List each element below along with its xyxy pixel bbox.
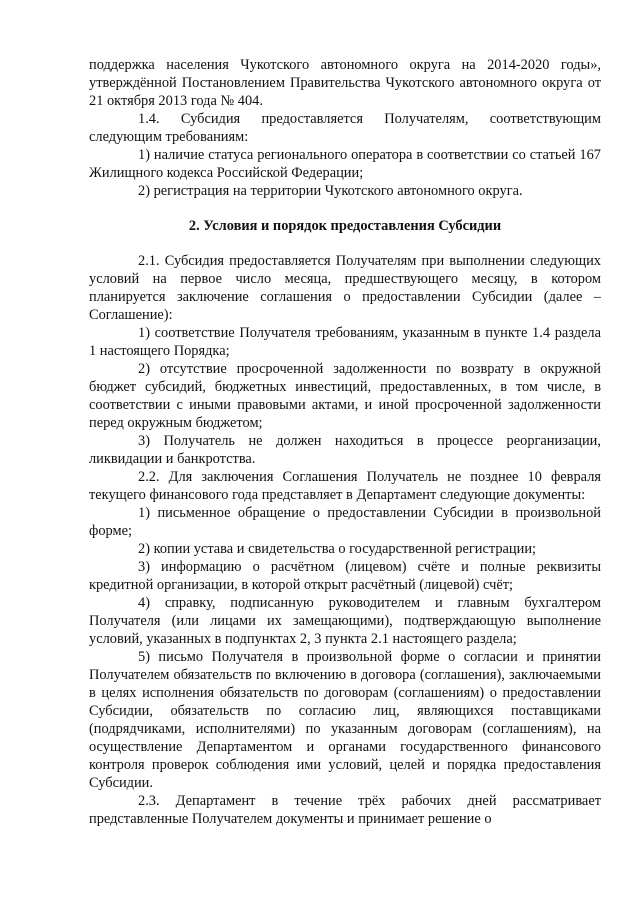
paragraph: 1.4. Субсидия предоставляется Получателям, соответствующим следующим требованиям: <box>89 111 601 145</box>
paragraph: 2) регистрация на территории Чукотского автономного округа. <box>138 183 523 199</box>
paragraph: 3) информацию о расчётном (лицевом) счёте и полные реквизиты кредитной организации, в которой открыт расчётный (лицевой) счёт; <box>89 559 601 593</box>
paragraph: 2.1. Субсидия предоставляется Получателям при выполнении следующих условий на первое число месяца, предшествующего месяцу, в котором планируется заключение соглашения о предоставлении Субсидии (далее – Соглашение): <box>89 253 601 323</box>
paragraph: 1) наличие статуса регионального оператора в соответствии со статьей 167 Жилищного кодекса Российской Федерации; <box>89 147 601 181</box>
document-body <box>89 56 601 828</box>
paragraph: поддержка населения Чукотского автономного округа на 2014-2020 годы», утверждённой Постановлением Правительства Чукотского автономного округа от 21 октября 2013 года № 404. <box>89 57 601 109</box>
section-heading: 2. Условия и порядок предоставления Субсидии <box>188 218 502 234</box>
paragraph: 1) соответствие Получателя требованиям, указанным в пункте 1.4 раздела 1 настоящего Порядка; <box>89 325 601 359</box>
paragraph: 2.2. Для заключения Соглашения Получатель не позднее 10 февраля текущего финансового года представляет в Департамент следующие документы: <box>89 469 601 503</box>
paragraph: 2) копии устава и свидетельства о государственной регистрации; <box>138 541 537 557</box>
paragraph: 4) справку, подписанную руководителем и главным бухгалтером Получателя (или лицами их замещающими), подтверждающую выполнение условий, указанных в подпунктах 2, 3 пункта 2.1 настоящего раздела; <box>89 595 601 647</box>
paragraph: 3) Получатель не должен находиться в процессе реорганизации, ликвидации и банкротства. <box>89 433 601 467</box>
paragraph: 2.3. Департамент в течение трёх рабочих дней рассматривает представленные Получателем документы и принимает решение о <box>89 793 601 827</box>
paragraph: 2) отсутствие просроченной задолженности по возврату в окружной бюджет субсидий, бюджетных инвестиций, предоставленных, в том числе, в соответствии с иными правовыми актами, и иной просроченной задолженности перед окружным бюджетом; <box>89 361 601 431</box>
paragraph: 5) письмо Получателя в произвольной форме о согласии и принятии Получателем обязательств по включению в договора (соглашения), заключаемыми в целях исполнения обязательств по договорам (соглашениям) о предоставлении Субсидии, обязательств по согласию лиц, являющихся поставщиками (подрядчиками, исполнителями) по указанным договорам (соглашениям), на осуществление Департаментом и органами государственного финансового контроля проверок соблюдения ими условий, целей и порядка предоставления Субсидии. <box>89 649 601 791</box>
paragraph: 1) письменное обращение о предоставлении Субсидии в произвольной форме; <box>89 505 601 539</box>
